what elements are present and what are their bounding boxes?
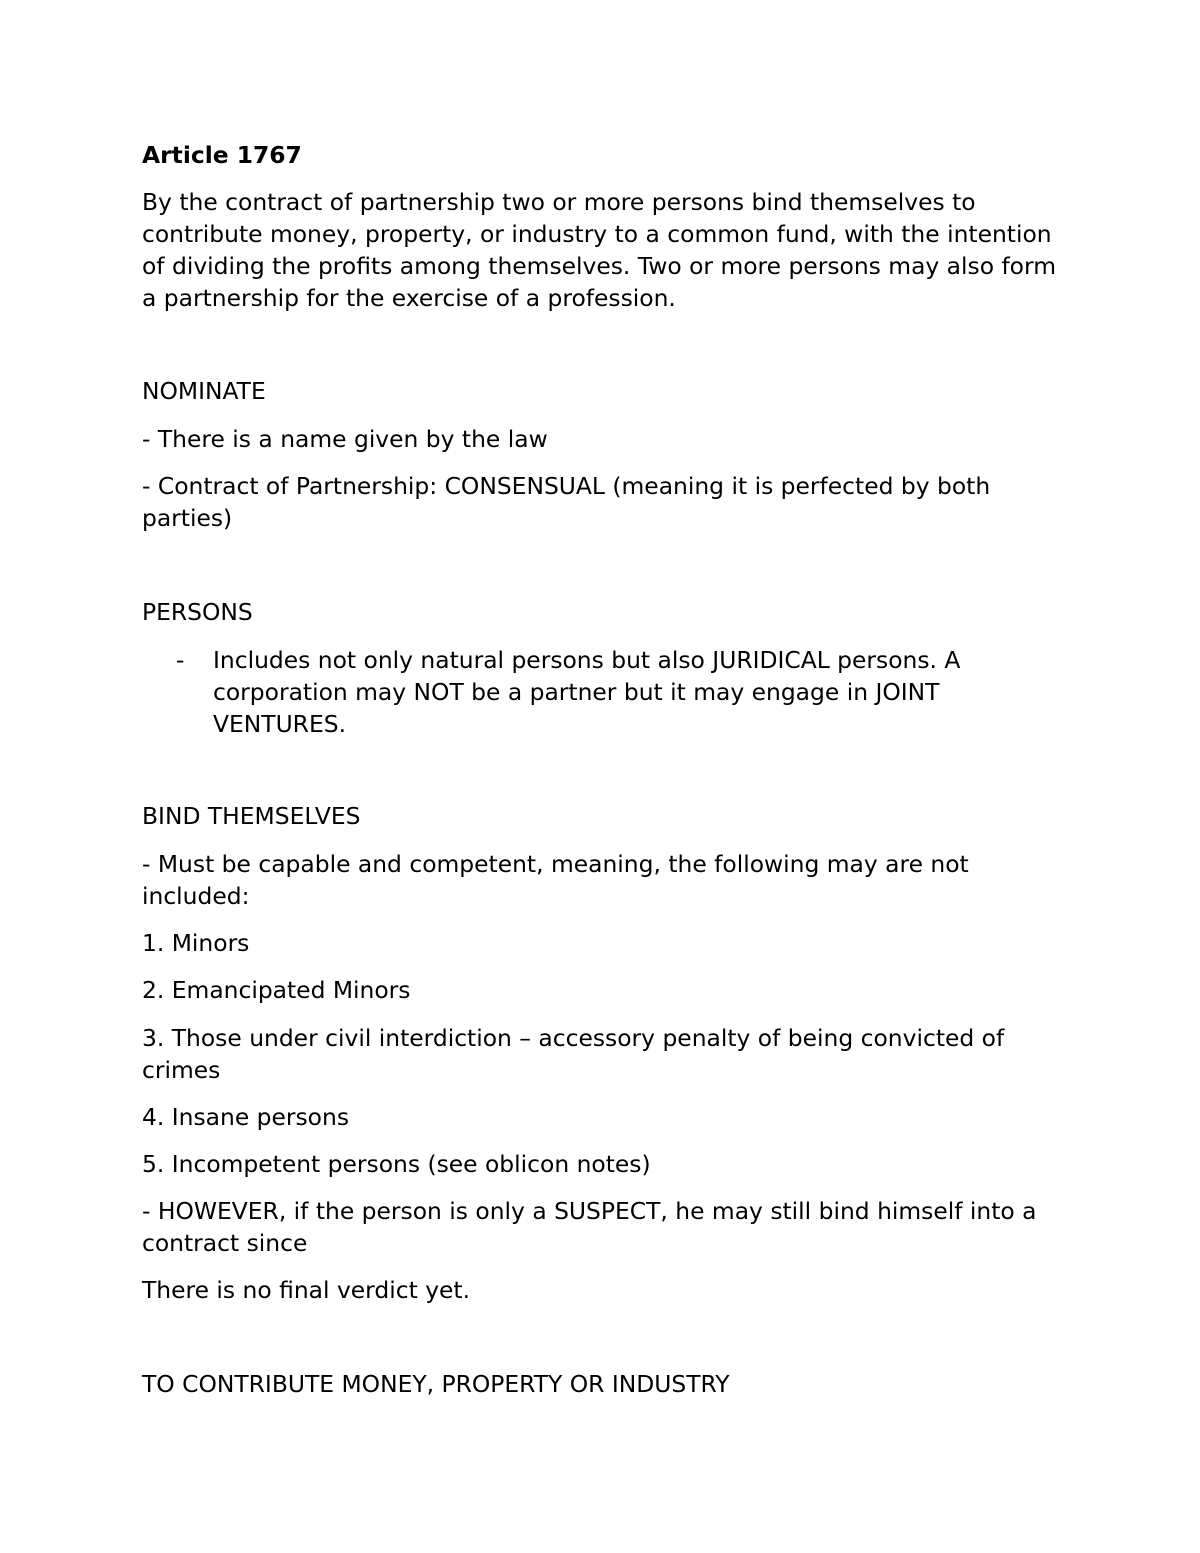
article-body: By the contract of partnership two or more persons bind themselves to contribute money, property, or industry to a common fund, with the intention of dividing the profits among themselves. Two or more persons may also form a partnership for the exercise of a profession. xyxy=(142,188,1056,312)
verdict-note: There is no final verdict yet. xyxy=(142,1276,471,1304)
nominate-heading: NOMINATE xyxy=(142,377,266,405)
list-item: 4. Insane persons xyxy=(142,1103,350,1131)
article-title: Article 1767 xyxy=(142,141,302,169)
persons-heading: PERSONS xyxy=(142,598,253,626)
persons-bullet-text: Includes not only natural persons but also JURIDICAL persons. A corporation may NOT be a partner but it may engage in JOINT VENTURES. xyxy=(213,646,961,738)
list-item: 3. Those under civil interdiction – accessory penalty of being convicted of crimes xyxy=(142,1024,1005,1084)
nominate-point-1: - There is a name given by the law xyxy=(142,425,548,453)
list-item: 5. Incompetent persons (see oblicon notes) xyxy=(142,1150,651,1178)
list-item: 1. Minors xyxy=(142,929,250,957)
contribute-heading: TO CONTRIBUTE MONEY, PROPERTY OR INDUSTRY xyxy=(142,1370,730,1398)
bullet-marker: - xyxy=(176,646,185,674)
however-note: - HOWEVER, if the person is only a SUSPECT, he may still bind himself into a contract since xyxy=(142,1197,1037,1257)
bind-themselves-heading: BIND THEMSELVES xyxy=(142,802,361,830)
list-item: 2. Emancipated Minors xyxy=(142,976,411,1004)
nominate-point-2: - Contract of Partnership: CONSENSUAL (meaning it is perfected by both parties) xyxy=(142,472,991,532)
bind-themselves-intro: - Must be capable and competent, meaning, the following may are not included: xyxy=(142,850,969,910)
